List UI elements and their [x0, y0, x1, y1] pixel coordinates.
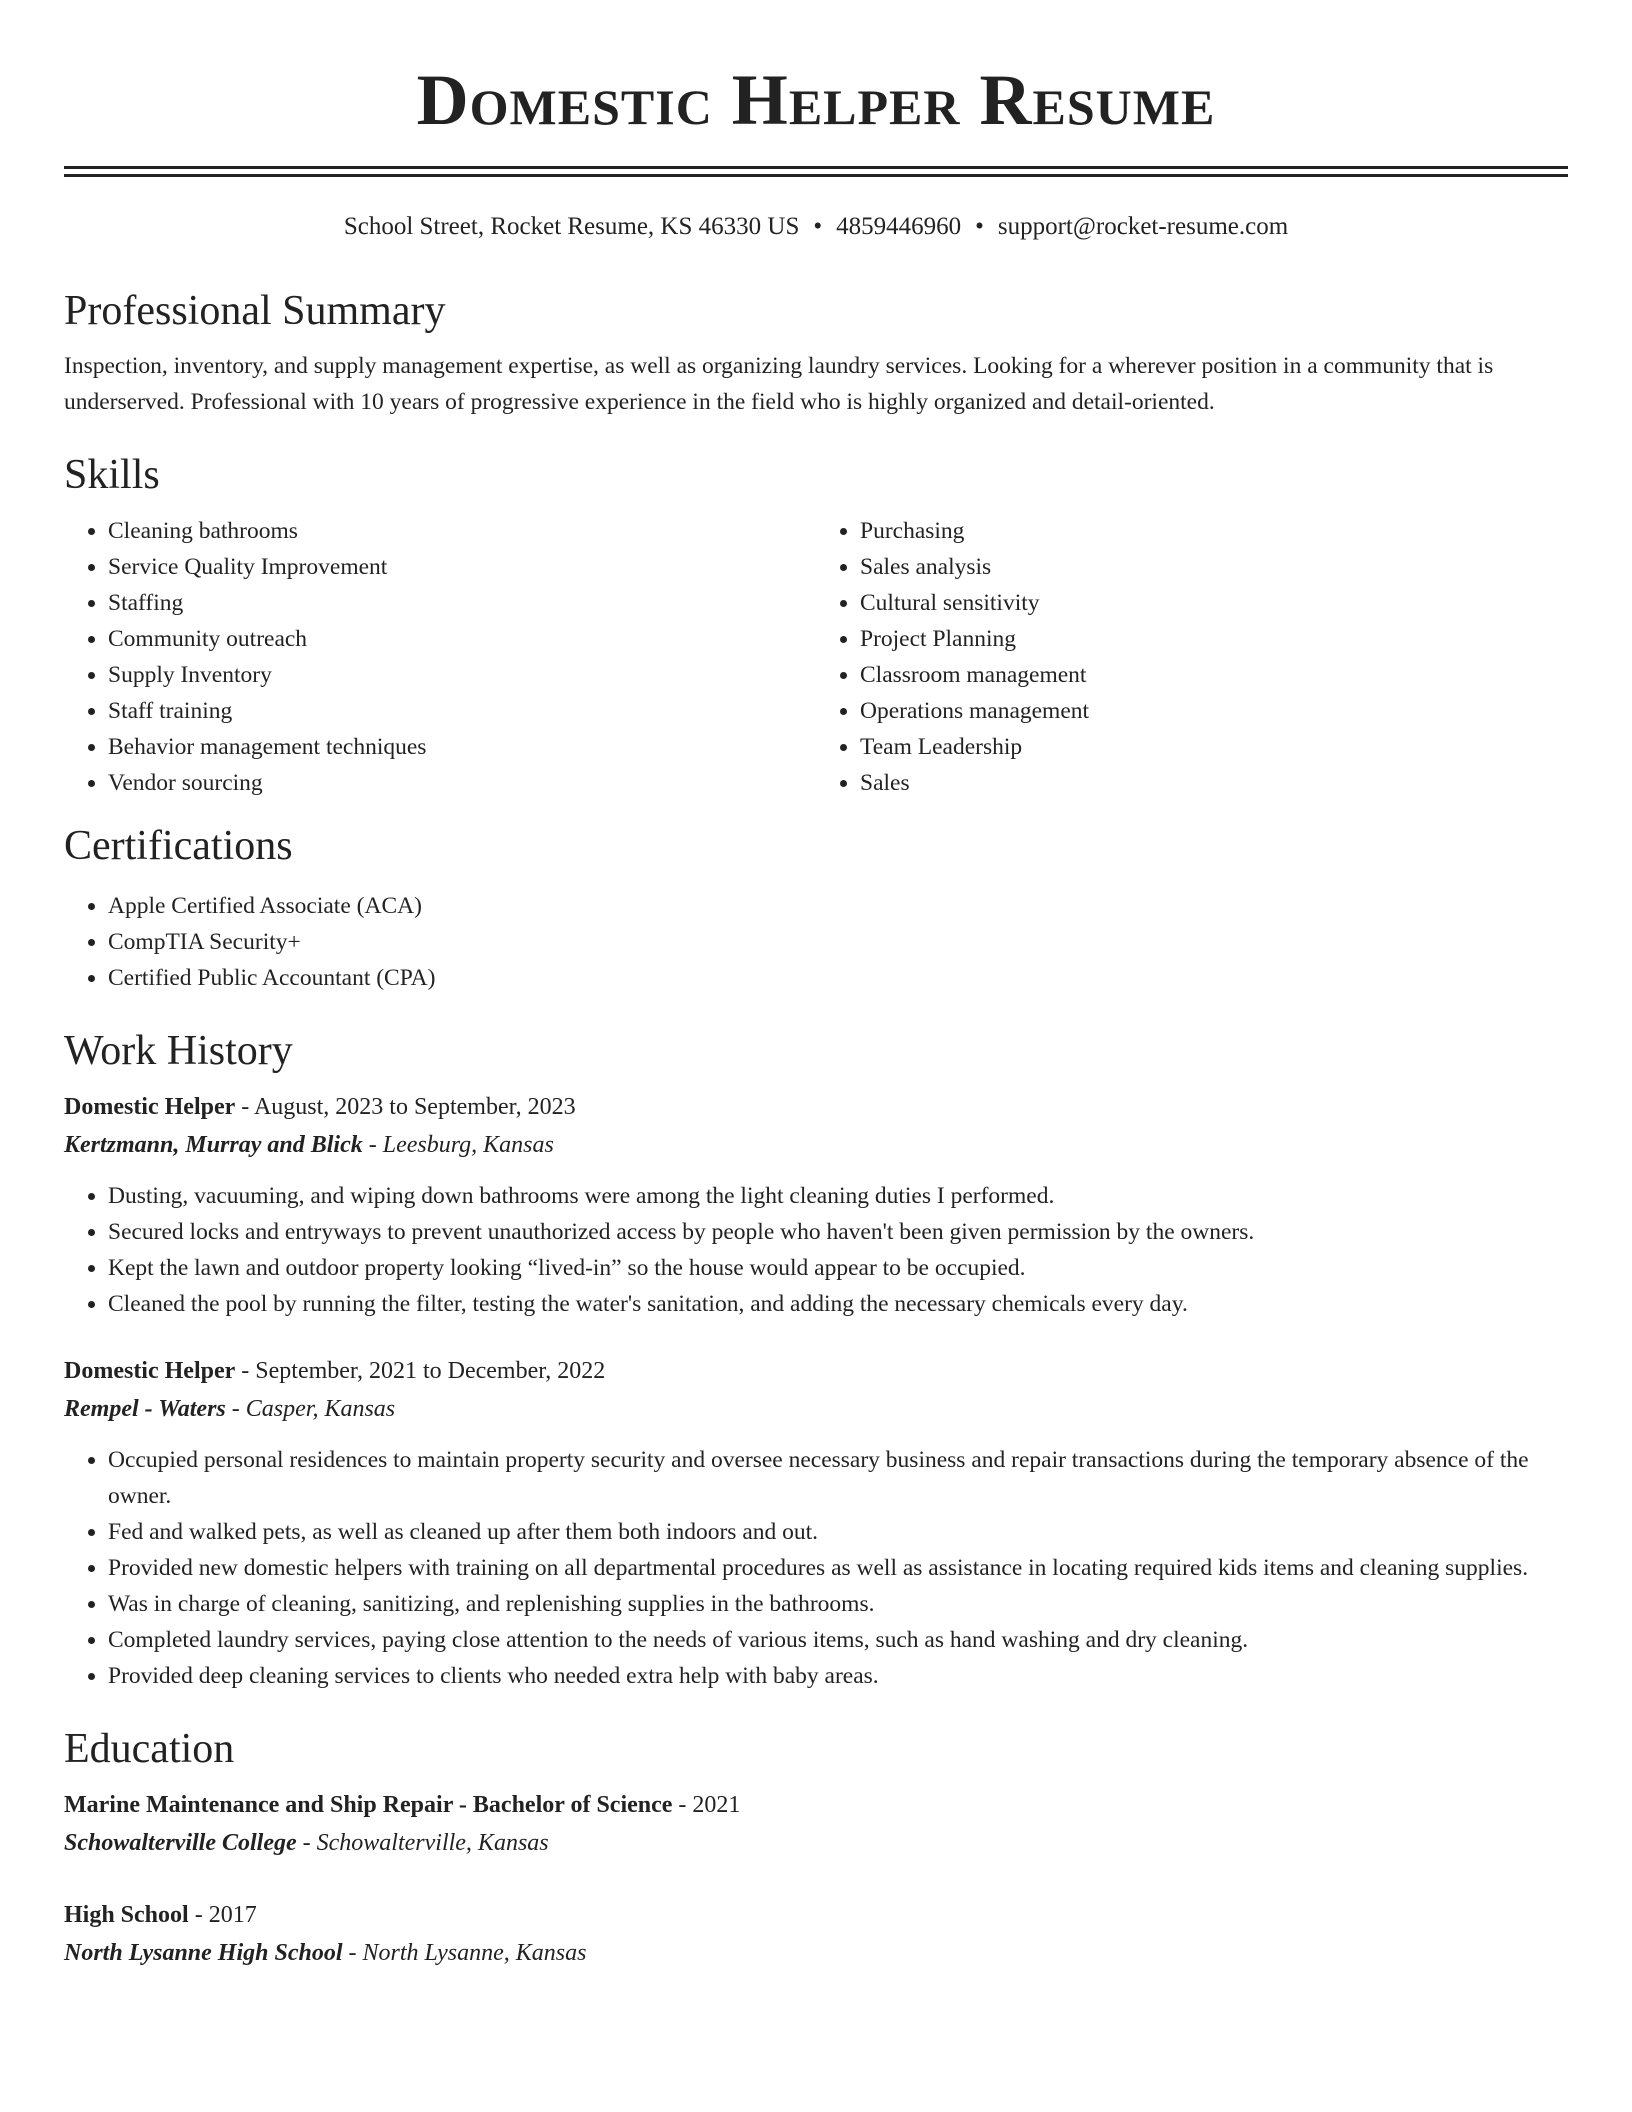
skills-columns: [64, 513, 1568, 801]
contact-separator: •: [975, 213, 984, 240]
job-dates: - August, 2023 to September, 2023: [235, 1094, 576, 1120]
job-duty: • Secured locks and entryways to prevent unauthorized access by people who haven't been given permission by the owners.: [108, 1214, 1568, 1250]
job-company: Rempel - Waters: [64, 1396, 226, 1422]
contact-address: School Street, Rocket Resume, KS 46330 US: [343, 213, 800, 240]
certification-item: • Apple Certified Associate (ACA): [108, 888, 1568, 924]
job-duty: • Kept the lawn and outdoor property looking “lived-in” so the house would appear to be occupied.: [108, 1250, 1568, 1286]
education-school-line: [64, 1824, 1568, 1862]
skill-item: • Vendor sourcing: [108, 765, 816, 801]
job-title: Domestic Helper: [64, 1358, 236, 1384]
title-rule-top: [64, 166, 1568, 169]
job-entry: [64, 1352, 1568, 1694]
resume-content: [64, 0, 1568, 1972]
education-degree-line: [64, 1786, 1568, 1824]
education-school: Schowalterville College: [64, 1830, 297, 1856]
resume-title: Domestic Helper Resume: [416, 60, 1216, 140]
certification-item: • Certified Public Accountant (CPA): [108, 960, 1568, 996]
job-duties-list: [64, 1178, 1568, 1322]
job-duty: • Provided deep cleaning services to clients who needed extra help with baby areas.: [108, 1658, 1568, 1694]
skill-item: • Project Planning: [860, 621, 1568, 657]
job-duty: • Fed and walked pets, as well as cleaned up after them both indoors and out.: [108, 1514, 1568, 1550]
skill-item: • Purchasing: [860, 513, 1568, 549]
certifications-list: [64, 888, 1568, 996]
skill-item: • Cleaning bathrooms: [108, 513, 816, 549]
education-heading: Education: [64, 1726, 235, 1772]
job-location: - Leesburg, Kansas: [362, 1132, 554, 1158]
title-rule-bottom: [64, 174, 1568, 177]
job-duty: • Occupied personal residences to maintain property security and oversee necessary business and repair transactions during the temporary absence of the owner.: [108, 1442, 1568, 1514]
skill-item: • Team Leadership: [860, 729, 1568, 765]
education-degree: High School: [64, 1902, 189, 1928]
skill-item: • Classroom management: [860, 657, 1568, 693]
job-title-line: [64, 1088, 1568, 1126]
skill-item: • Service Quality Improvement: [108, 549, 816, 585]
summary-text: Inspection, inventory, and supply management expertise, as well as organizing laundry services. Looking for a wherever position in a community that is underserved. Professional with 10 years of progressive experience in the field who is highly organized and detail-oriented.: [64, 353, 1494, 415]
job-title-line: [64, 1352, 1568, 1390]
job-duty: • Completed laundry services, paying close attention to the needs of various items, such as hand washing and dry cleaning.: [108, 1622, 1568, 1658]
skill-item: • Community outreach: [108, 621, 816, 657]
skill-item: • Supply Inventory: [108, 657, 816, 693]
education-school: North Lysanne High School: [64, 1940, 343, 1966]
job-company: Kertzmann, Murray and Blick: [64, 1132, 363, 1158]
skill-item: • Staffing: [108, 585, 816, 621]
skill-item: • Behavior management techniques: [108, 729, 816, 765]
contact-email: support@rocket-resume.com: [997, 213, 1289, 240]
skill-item: • Sales analysis: [860, 549, 1568, 585]
education-degree: Marine Maintenance and Ship Repair - Bachelor of Science: [64, 1792, 673, 1818]
certifications-heading: Certifications: [64, 823, 293, 869]
job-duty: • Was in charge of cleaning, sanitizing, and replenishing supplies in the bathrooms.: [108, 1586, 1568, 1622]
job-company-line: [64, 1390, 1568, 1428]
education-year: - 2017: [188, 1902, 257, 1928]
skill-item: • Cultural sensitivity: [860, 585, 1568, 621]
contact-line: [64, 211, 1568, 243]
job-duty: • Provided new domestic helpers with training on all departmental procedures as well as assistance in locating required kids items and cleaning supplies.: [108, 1550, 1568, 1586]
education-degree-line: [64, 1896, 1568, 1934]
skills-list-right: [816, 513, 1568, 801]
job-dates: - September, 2021 to December, 2022: [235, 1358, 606, 1384]
job-entry: [64, 1088, 1568, 1322]
education-school-line: [64, 1934, 1568, 1972]
certification-item: • CompTIA Security+: [108, 924, 1568, 960]
job-duty: • Cleaned the pool by running the filter, testing the water's sanitation, and adding the necessary chemicals every day.: [108, 1286, 1568, 1322]
summary-heading: Professional Summary: [64, 288, 446, 334]
contact-phone: 4859446960: [836, 213, 962, 240]
job-title: Domestic Helper: [64, 1094, 236, 1120]
job-location: - Casper, Kansas: [225, 1396, 396, 1422]
education-entry: [64, 1896, 1568, 1972]
job-duty: • Dusting, vacuuming, and wiping down bathrooms were among the light cleaning duties I performed.: [108, 1178, 1568, 1214]
education-year: - 2021: [672, 1792, 741, 1818]
skills-heading: Skills: [64, 452, 160, 498]
contact-separator: •: [813, 213, 823, 240]
skill-item: • Sales: [860, 765, 1568, 801]
skills-list-left: [64, 513, 816, 801]
job-company-line: [64, 1126, 1568, 1164]
education-location: - Schowalterville, Kansas: [296, 1830, 549, 1856]
education-location: - North Lysanne, Kansas: [342, 1940, 587, 1966]
job-duties-list: [64, 1442, 1568, 1694]
skill-item: • Operations management: [860, 693, 1568, 729]
skill-item: • Staff training: [108, 693, 816, 729]
education-entry: [64, 1786, 1568, 1862]
work-history-heading: Work History: [64, 1028, 293, 1074]
